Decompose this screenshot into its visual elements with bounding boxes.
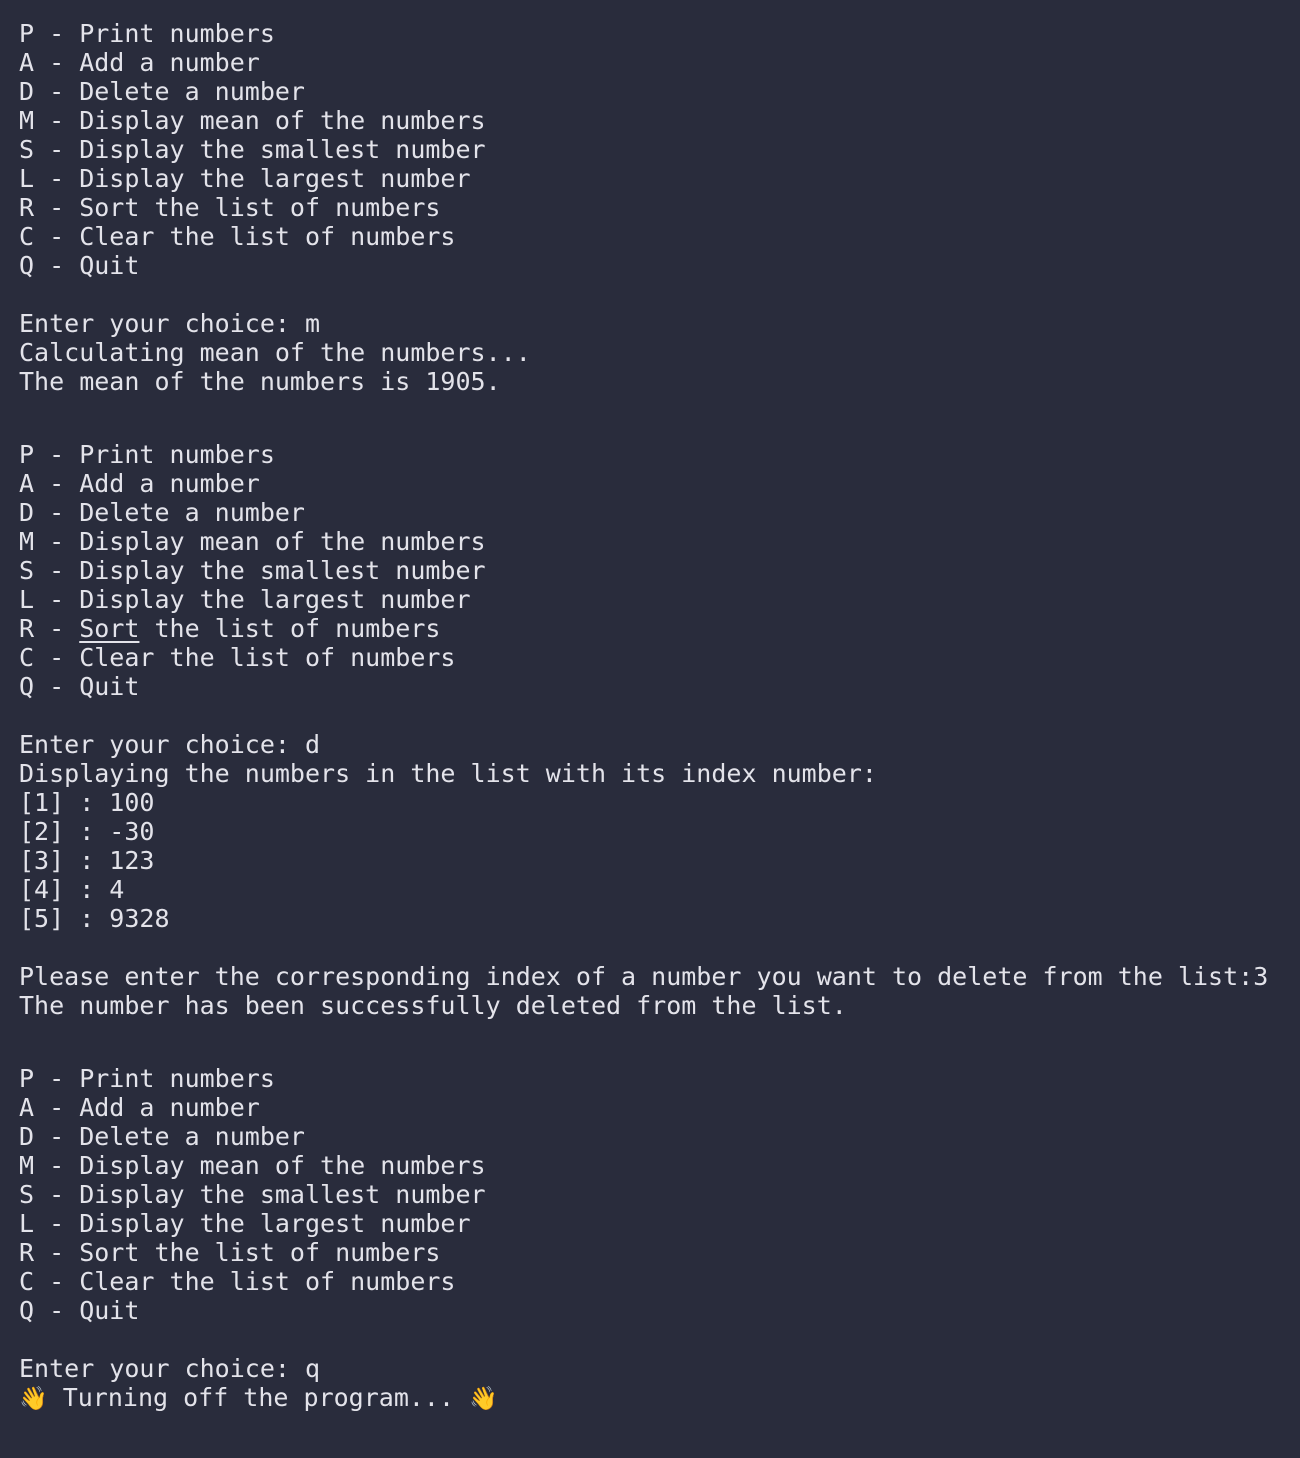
waving-hand-icon: 👋 [19,1386,48,1412]
output-line: The mean of the numbers is 1905. [19,367,501,396]
menu-item-quit: Q - Quit [19,1296,140,1325]
menu-item-largest: L - Display the largest number [19,585,471,614]
list-item: [1] : 100 [19,788,155,817]
list-item: [2] : -30 [19,817,155,846]
blank-line [19,933,1300,962]
menu-item-quit: Q - Quit [19,251,140,280]
list-item: [4] : 4 [19,875,125,904]
menu-item-sort: R - Sort the list of numbers [19,1238,441,1267]
menu-item-add: A - Add a number [19,1093,260,1122]
list-header: Displaying the numbers in the list with its index number: [19,759,877,788]
spacer [19,425,1300,440]
menu-item-add: A - Add a number [19,48,260,77]
output-line: Calculating mean of the numbers... [19,338,531,367]
menu-item-sort: R - Sort the list of numbers [19,193,441,222]
menu-item-sort [19,614,1300,643]
menu-item-mean: M - Display mean of the numbers [19,527,486,556]
sort-suffix: the list of numbers [139,614,441,643]
spacer [19,1049,1300,1064]
menu-item-print: P - Print numbers [19,19,275,48]
list-item: [3] : 123 [19,846,155,875]
delete-prompt: Please enter the corresponding index of a number you want to delete from the list:3 [19,962,1269,991]
blank-line [19,1325,1300,1354]
sort-link[interactable]: Sort [79,614,140,643]
menu-item-smallest: S - Display the smallest number [19,556,486,585]
blank-line [19,280,1300,309]
menu-item-delete: D - Delete a number [19,1122,305,1151]
blank-line [19,396,1300,425]
menu-item-smallest: S - Display the smallest number [19,1180,486,1209]
farewell-text: Turning off the program... [47,1383,470,1412]
menu-block-3 [19,1064,1300,1325]
sort-prefix: R - [19,614,80,643]
menu-item-clear: C - Clear the list of numbers [19,1267,456,1296]
choice-prompt-3: Enter your choice: q [19,1354,321,1383]
menu-item-print: P - Print numbers [19,440,275,469]
farewell-line [19,1383,1300,1412]
menu-item-largest: L - Display the largest number [19,1209,471,1238]
menu-item-add: A - Add a number [19,469,260,498]
menu-item-clear: C - Clear the list of numbers [19,643,456,672]
delete-result: The number has been successfully deleted from the list. [19,991,847,1020]
menu-item-quit: Q - Quit [19,672,140,701]
blank-line [19,1020,1300,1049]
list-item: [5] : 9328 [19,904,170,933]
menu-block-2 [19,440,1300,701]
waving-hand-icon: 👋 [469,1386,498,1412]
menu-block-1 [19,19,1300,280]
menu-item-print: P - Print numbers [19,1064,275,1093]
menu-item-smallest: S - Display the smallest number [19,135,486,164]
choice-prompt-2: Enter your choice: d [19,730,321,759]
menu-item-delete: D - Delete a number [19,77,305,106]
menu-item-clear: C - Clear the list of numbers [19,222,456,251]
choice-prompt-1: Enter your choice: m [19,309,321,338]
blank-line [19,701,1300,730]
menu-item-mean: M - Display mean of the numbers [19,106,486,135]
menu-item-delete: D - Delete a number [19,498,305,527]
menu-item-mean: M - Display mean of the numbers [19,1151,486,1180]
menu-item-largest: L - Display the largest number [19,164,471,193]
